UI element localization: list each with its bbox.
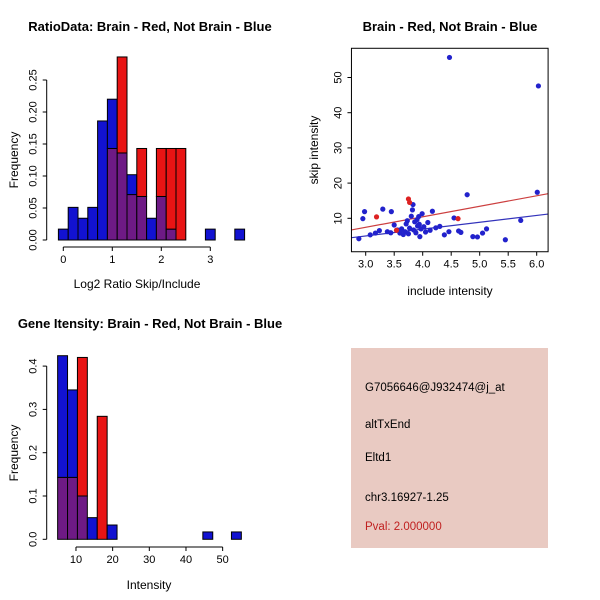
bar-segment-blue [58,356,68,478]
data-point-blue [447,55,452,60]
panel-ratio-histogram [0,0,300,300]
data-point-blue [484,226,489,231]
data-point-blue [410,207,415,212]
bar-segment-overlap [77,496,87,539]
bar-segment-overlap [156,196,166,240]
bar-segment-overlap [107,148,117,240]
data-point-blue [413,230,418,235]
data-point-blue [425,220,430,225]
notbrain-points [356,55,541,243]
y-tick-label: 10 [332,212,345,225]
data-point-blue [356,236,361,241]
splicing-event-text: altTxEnd [365,419,411,431]
bar-segment-blue [231,532,241,539]
x-tick-label: 10 [69,554,83,566]
data-point-blue [392,222,397,227]
y-tick-label: 0.00 [27,229,40,251]
x-tick-label: 5.0 [472,258,488,271]
bar-segment-overlap [117,153,127,240]
x-tick-label: 2 [158,254,165,266]
histogram-bars [58,57,244,240]
gene-intensity-histogram-plot [0,300,300,600]
bar-segment-blue [107,99,117,148]
bar-segment-blue [235,229,245,240]
bar-segment-blue [147,218,157,240]
brain-fit-line [351,194,548,230]
scatter-xlabel: include intensity [407,284,493,298]
data-point-blue [446,229,451,234]
x-tick-label: 1 [109,254,116,266]
data-point-blue [417,222,422,227]
data-point-blue [417,234,422,239]
panel-event-info [300,300,600,600]
x-tick-label: 6.0 [529,258,545,271]
ratio-histogram-title: RatioData: Brain - Red, Not Brain - Blue [28,19,272,34]
data-point-blue [518,218,523,223]
data-point-blue [458,230,463,235]
x-tick-label: 3.5 [386,258,402,271]
data-point-blue [420,211,425,216]
ratio-histogram-plot [0,0,300,300]
data-point-blue [388,230,393,235]
x-tick-label: 3 [207,254,214,266]
bar-segment-blue [68,207,78,240]
y-tick-label: 0.0 [27,531,40,547]
y-tick-label: 0.4 [27,358,40,374]
bar-segment-blue [68,390,78,477]
x-tick-label: 4.5 [443,258,459,271]
gene-symbol-text: Eltd1 [365,452,392,464]
location-text: chr3.16927-1.25 [365,492,449,504]
data-point-blue [389,209,394,214]
y-tick-label: 0.3 [27,401,40,418]
data-point-blue [405,218,410,223]
data-point-red [374,214,379,219]
data-point-blue [377,228,382,233]
x-tick-label: 50 [216,554,229,566]
data-point-blue [362,209,367,214]
y-tick-label: 20 [332,176,345,190]
data-point-blue [360,216,365,221]
bar-segment-overlap [68,477,78,539]
y-tick-label: 30 [332,141,345,155]
ratio-histogram-ylabel: Frequency [7,131,21,189]
bar-segment-overlap [127,195,137,240]
ratio-histogram-xlabel: Log2 Ratio Skip/Include [73,277,201,291]
bar-segment-red [97,416,107,539]
bar-segment-blue [107,525,117,539]
bar-segment-red [117,57,127,153]
event-info-box [351,348,548,548]
data-point-blue [428,228,433,233]
scatter-title: Brain - Red, Not Brain - Blue [362,19,538,34]
data-point-blue [437,224,442,229]
data-point-blue [536,83,541,88]
y-tick-label: 0.05 [27,197,40,219]
y-tick-label: 40 [332,106,345,119]
y-tick-label: 0.2 [27,445,40,461]
data-point-blue [535,190,540,195]
data-point-blue [421,224,426,229]
data-point-blue [465,192,470,197]
data-point-blue [406,231,411,236]
y-tick-label: 0.20 [27,101,40,123]
scatter-ylabel: skip intensity [307,115,321,185]
x-tick-label: 0 [60,254,67,266]
histogram-bars [58,356,242,540]
bar-segment-blue [127,175,137,195]
bar-segment-red [176,148,186,240]
bar-segment-red [137,148,147,196]
bar-segment-overlap [58,477,68,539]
data-point-blue [470,234,475,239]
x-tick-label: 5.5 [500,258,516,271]
data-point-red [407,200,412,205]
x-tick-label: 30 [143,554,156,566]
probe-id-text: G7056646@J932474@j_at [365,382,505,394]
data-point-blue [368,232,373,237]
panel-intensity-scatter [300,0,600,300]
bar-segment-overlap [137,196,147,240]
intensity-scatter-plot [300,0,600,300]
x-tick-label: 40 [179,554,193,566]
bar-segment-red [156,148,166,196]
y-tick-label: 0.1 [27,488,40,504]
bar-segment-blue [87,518,97,540]
data-point-red [394,228,399,233]
data-point-blue [423,229,428,234]
bar-segment-blue [78,218,88,240]
bar-segment-red [166,148,176,229]
bar-segment-red [77,357,87,496]
data-point-blue [475,234,480,239]
data-point-blue [480,230,485,235]
bar-segment-blue [203,532,213,539]
data-point-blue [409,214,414,219]
pval-text: Pval: 2.000000 [365,521,442,533]
x-tick-label: 4.0 [415,258,431,271]
y-tick-label: 0.15 [27,133,40,155]
x-tick-label: 20 [106,554,119,566]
y-tick-label: 0.10 [27,165,40,187]
bar-segment-blue [58,229,68,240]
bar-segment-blue [205,229,215,240]
panel-gene-intensity-histogram [0,300,300,600]
bar-segment-blue [88,207,98,240]
y-tick-label: 0.25 [27,69,40,91]
data-point-blue [442,232,447,237]
data-point-blue [380,207,385,212]
data-point-blue [430,209,435,214]
bar-segment-blue [98,121,108,240]
gene-histogram-xlabel: Intensity [126,578,172,592]
y-tick-label: 50 [332,71,345,84]
x-tick-label: 3.0 [358,258,374,271]
gene-histogram-ylabel: Frequency [7,424,21,482]
data-point-blue [503,237,508,242]
gene-histogram-title: Gene Itensity: Brain - Red, Not Brain - Blue [17,316,283,331]
bar-segment-overlap [166,229,176,240]
data-point-red [455,216,460,221]
